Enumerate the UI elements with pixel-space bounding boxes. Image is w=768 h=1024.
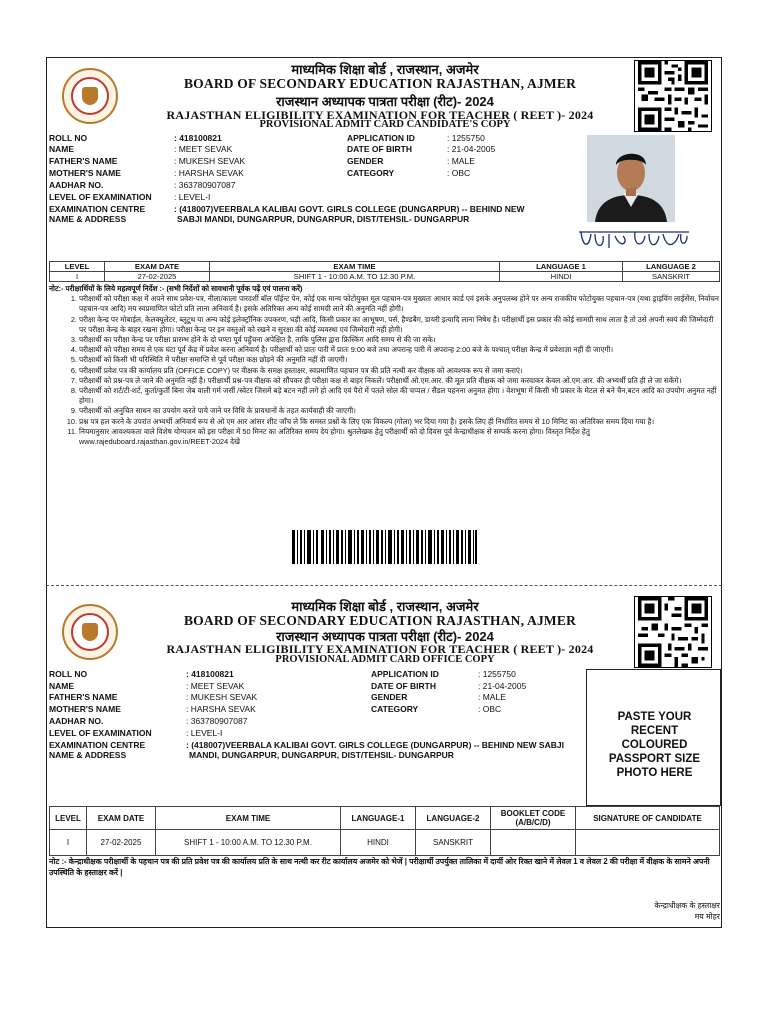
mother-name-value: : HARSHA SEVAK	[174, 168, 244, 178]
cell-exam-time: SHIFT 1 - 10:00 A.M. TO 12.30 P.M.	[156, 830, 341, 856]
name-label: NAME	[49, 681, 75, 691]
list-item: 8. परीक्षार्थी को शर्ट/टी-शर्ट, कुर्ता/कुर्ती बिना जेब वाली गर्म जर्सी /स्वेटर जिसमें बड़े बटन नहीं लगे हो आदि एवं पैरो में पतले सोल की चप्पल / सैंडल पहनना अनुमत होगा । वेशभूषा में किसी भी प्रकार के मेटल से बने चैन,बटन आदि का उपयोग अनुमत नहीं होगा।	[79, 386, 721, 406]
hindi-board-title: माध्यमिक शिक्षा बोर्ड , राजस्थान, अजमेर	[291, 62, 479, 77]
table-row	[50, 830, 720, 856]
col-signature: SIGNATURE OF CANDIDATE	[576, 807, 720, 830]
english-exam-title: RAJASTHAN ELIGIBILITY EXAMINATION FOR TEACHER ( REET )- 2024	[166, 108, 594, 122]
level-label: LEVEL OF EXAMINATION	[49, 192, 152, 202]
gender-value: : MALE	[447, 156, 475, 166]
exam-table	[49, 261, 720, 282]
level-value: : LEVEL-I	[186, 728, 223, 738]
instructions	[49, 284, 721, 447]
centre-value-2: MANDI, DUNGARPUR, DUNGARPUR, DIST/TEHSIL- DUNGARPUR	[189, 750, 454, 760]
col-exam-date: EXAM DATE	[87, 807, 156, 830]
col-exam-time: EXAM TIME	[156, 807, 341, 830]
father-name-label: FATHER'S NAME	[49, 156, 118, 166]
col-exam-date: EXAM DATE	[105, 262, 210, 272]
mother-name-label: MOTHER'S NAME	[49, 168, 121, 178]
dob-label: DATE OF BIRTH	[347, 144, 413, 154]
cell-language-1: HINDI	[341, 830, 416, 856]
level-label: LEVEL OF EXAMINATION	[49, 728, 152, 738]
application-id-value: : 1255750	[478, 669, 516, 679]
photo-placeholder-text: PASTE YOUR RECENT COLOURED PASSPORT SIZE PHOTO HERE	[608, 711, 701, 779]
centre-label-2: NAME & ADDRESS	[49, 750, 127, 760]
board-logo-icon	[62, 604, 118, 660]
cell-signature[interactable]	[576, 830, 720, 856]
col-language-1: LANGUAGE-1	[341, 807, 416, 830]
list-item: 1. परीक्षार्थी को परीक्षा कक्ष में अपने साथ प्रवेश-पत्र, नीला/काला पारदर्शी बॉल पॉईन्ट पेन, कोई एक मान्य फोटोयुक्त मूल पहचान-पत्र मुख्यतः आधार कार्ड एवं इसके अनुपलब्ध होने पर अन्य राजकीय फोटोयुक्त पहचान-पत्र (यथा ड्राइविंग लाईसेंस, निर्वाचन पहचान-पत्र आदि) मय स्वप्रमाणित फोटो प्रति लाना अनिवार्य है। इसके अतिरिक्त अन्य कोई सामग्री लाने की अनुमति नहीं होगी।	[79, 294, 721, 314]
list-item: 6. परीक्षार्थी प्रवेश पत्र की कार्यालय प्रति (OFFICE COPY) पर वीक्षक के समक्ष हस्ताक्षर, स्वप्रमाणित पहचान पत्र की प्रति नत्थी कर वीक्षक को आवश्यक रूप से जमा कराएं।	[79, 366, 721, 376]
col-level: LEVEL	[50, 807, 87, 830]
office-exam-table	[49, 806, 720, 856]
hindi-exam-title: राजस्थान अध्यापक पात्रता परीक्षा (रीट)- 2024	[276, 94, 494, 109]
centre-label-1: EXAMINATION CENTRE	[49, 204, 146, 214]
col-language-2: LANGUAGE-2	[416, 807, 491, 830]
col-level: LEVEL	[50, 262, 105, 272]
barcode-icon	[292, 530, 477, 564]
list-item: 9. परीक्षार्थी को अनुचित साधन का उपयोग करते पाये जाने पर विधि के प्रावधानों के तहत कार्यवाही की जाएगी।	[79, 406, 721, 416]
instructions-list	[49, 294, 721, 447]
dob-label: DATE OF BIRTH	[371, 681, 437, 691]
qr-code-icon	[634, 60, 712, 132]
english-board-title: BOARD OF SECONDARY EDUCATION RAJASTHAN, AJMER	[183, 613, 577, 628]
hindi-board-title: माध्यमिक शिक्षा बोर्ड , राजस्थान, अजमेर	[291, 599, 479, 614]
level-value: : LEVEL-I	[174, 192, 211, 202]
col-language-2: LANGUAGE 2	[623, 262, 720, 272]
signature	[575, 224, 693, 254]
name-value: : MEET SEVAK	[186, 681, 245, 691]
list-item: 7. परीक्षार्थी को प्रश्न-पत्र ले जाने की अनुमति नहीं है। परीक्षार्थी प्रश्न-पत्र वीक्षक को सौंपकर ही परीक्षा कक्ष से बाहर निकलें। परीक्षार्थी ओ.एम.आर. की मूल प्रति वीक्षक को जमा करवाकर केवल ओ.एम.आर. की अभ्यर्थी प्रति ही ले जा सकेंगे।	[79, 376, 721, 386]
aadhar-value: : 363780907087	[174, 180, 236, 190]
dob-value: : 21-04-2005	[447, 144, 496, 154]
category-value: : OBC	[478, 704, 502, 714]
table-row	[50, 272, 720, 282]
col-language-1: LANGUAGE 1	[500, 262, 623, 272]
gender-value: : MALE	[478, 692, 506, 702]
superintendent-sign-label: केन्द्राधीक्षक के हस्ताक्षर	[654, 901, 720, 910]
candidate-photo	[587, 135, 675, 222]
cut-line	[46, 585, 722, 586]
cell-exam-time: SHIFT 1 - 10:00 A.M. TO 12.30 P.M.	[210, 272, 500, 282]
aadhar-label: AADHAR NO.	[49, 716, 104, 726]
cell-exam-date: 27-02-2025	[87, 830, 156, 856]
col-exam-time: EXAM TIME	[210, 262, 500, 272]
application-id-label: APPLICATION ID	[347, 133, 415, 143]
list-item: 3. परीक्षार्थी का परीक्षा केन्द्र पर परीक्षा प्रारम्भ होने के दो घण्टा पूर्व पहुँचना अपेक्षित है, ताकि पुलिस द्वारा फ्रिस्किंग आदि समय से की जा सके।	[79, 335, 721, 345]
english-exam-title: RAJASTHAN ELIGIBILITY EXAMINATION FOR TEACHER ( REET )- 2024	[166, 642, 594, 656]
centre-label-2: NAME & ADDRESS	[49, 214, 127, 224]
father-name-value: : MUKESH SEVAK	[174, 156, 246, 166]
gender-label: GENDER	[371, 692, 408, 702]
hindi-exam-title: राजस्थान अध्यापक पात्रता परीक्षा (रीट)- 2024	[276, 629, 494, 644]
instructions-heading: नोट:- परीक्षार्थियों के लिये महत्वपूर्ण निर्देश :- (सभी निर्देशों को सावधानी पूर्वक पढ़ें एवं पालना करें)	[49, 284, 303, 293]
cell-exam-date: 27-02-2025	[105, 272, 210, 282]
dob-value: : 21-04-2005	[478, 681, 527, 691]
category-value: : OBC	[447, 168, 471, 178]
office-table-header-row	[50, 807, 720, 830]
gender-label: GENDER	[347, 156, 384, 166]
cell-language-1: HINDI	[500, 272, 623, 282]
photo-placeholder-box	[586, 669, 721, 806]
qr-code-icon	[634, 596, 712, 668]
name-label: NAME	[49, 144, 75, 154]
cell-language-2: SANSKRIT	[623, 272, 720, 282]
exam-table-header-row	[50, 262, 720, 272]
roll-no-label: ROLL NO	[49, 133, 88, 143]
centre-value-1: : (418007)VEERBALA KALIBAI GOVT. GIRLS COLLEGE (DUNGARPUR) -- BEHIND NEW SABJI	[186, 740, 564, 750]
category-label: CATEGORY	[371, 704, 419, 714]
office-note: नोट :- केन्द्राधीक्षक परीक्षार्थी के पहचान पत्र की प्रति प्रवेश पत्र की कार्यालय प्रति के साथ नत्थी कर रीट कार्यालय अजमेर को भेजें | परीक्षार्थी उपर्युक्त तालिका में दायीं ओर रिक्त खाने में लेवल 1 व लेवल 2 की परीक्षा में वीक्षक के सामने अपनी उपस्थिति के हस्ताक्षर करें |	[49, 857, 710, 877]
col-booklet-code: BOOKLET CODE (A/B/C/D)	[491, 807, 576, 830]
aadhar-value: : 363780907087	[186, 716, 248, 726]
copy-title: PROVISIONAL ADMIT CARD OFFICE COPY	[275, 654, 495, 665]
centre-label-1: EXAMINATION CENTRE	[49, 740, 146, 750]
father-name-label: FATHER'S NAME	[49, 692, 118, 702]
cell-language-2: SANSKRIT	[416, 830, 491, 856]
centre-value-1: : (418007)VEERBALA KALIBAI GOVT. GIRLS COLLEGE (DUNGARPUR) -- BEHIND NEW	[174, 204, 525, 214]
mother-name-value: : HARSHA SEVAK	[186, 704, 256, 714]
roll-no-label: ROLL NO	[49, 669, 88, 679]
english-board-title: BOARD OF SECONDARY EDUCATION RAJASTHAN, AJMER	[183, 76, 577, 91]
list-item: 5. परीक्षार्थी को किसी भी परिस्थिति में परीक्षा समाप्ति से पूर्व परीक्षा कक्ष छोड़ने की अनुमति नहीं दी जाएगी।	[79, 355, 721, 365]
category-label: CATEGORY	[347, 168, 395, 178]
centre-value-2: SABJI MANDI, DUNGARPUR, DUNGARPUR, DIST/TEHSIL- DUNGARPUR	[177, 214, 470, 224]
seal-label: मय मोहर	[694, 912, 720, 921]
superintendent-sign-block	[560, 900, 720, 922]
list-item: 2. परीक्षा केन्द्र पर मोबाईल, केलक्यूलेटर, ब्लूटूथ या अन्य कोई इलेक्ट्रॉनिक उपकरण, घड़ी आदि, किसी प्रकार का आभूषण, पर्स, हैण्डबैग, डायरी इत्यादि लाना निषेध है। परीक्षार्थी इस प्रकार की कोई सामग्री साथ लाता है तो उसे अपनी स्वयं की जिम्मेदारी पर परीक्षा केन्द्र के बाहर रखना होगा। परीक्षा केन्द्र पर इन वस्तुओं को रखने व सुरक्षा की कोई व्यवस्था एवं जिम्मेदारी नहीं होगी।	[79, 315, 721, 335]
board-logo-icon	[62, 68, 118, 124]
aadhar-label: AADHAR NO.	[49, 180, 104, 190]
list-item: 4. परीक्षार्थी को परीक्षा समय से एक घंटा पूर्व केंद्र में प्रवेश करना अनिवार्य है। परीक्षार्थी को प्रातः पारी में प्रातः 9:00 बजे तथा अपरान्ह पारी में अपरान्ह 2:00 बजे के पश्चात् परीक्षा केन्द्र में प्रवेशाज्ञा नहीं दी जाएगी।	[79, 345, 721, 355]
name-value: : MEET SEVAK	[174, 144, 233, 154]
list-item: 10. प्रश्न पत्र हल करने के उपरांत अभ्यर्थी अनिवार्य रूप से ओ एम आर आंसर शीट जाँच ले कि समस्त प्रश्नों के लिए एक विकल्प (गोला) भर दिया गया है। इसके लिए ही निर्धारित समय से 10 मिनिट का अतिरिक्त समय दिया गया है।	[79, 417, 721, 427]
cell-level: I	[50, 272, 105, 282]
application-id-value: : 1255750	[447, 133, 485, 143]
mother-name-label: MOTHER'S NAME	[49, 704, 121, 714]
copy-title: PROVISIONAL ADMIT CARD CANDIDATE'S COPY	[259, 119, 511, 130]
roll-no-value: : 418100821	[186, 669, 234, 679]
cell-booklet-code[interactable]	[491, 830, 576, 856]
cell-level: I	[50, 830, 87, 856]
list-item: 11. नियमानुसार आवश्यकता वाले विशेष योग्यजन को इस परीक्षा में 50 मिनट का अतिरिक्त समय देय होगा। श्रुतलेखक हेतु परीक्षार्थी को दो दिवस पूर्व केन्द्राधीक्षक से सम्पर्क करना होगा। विस्तृत निर्देश हेतु www.rajeduboard.rajasthan.gov.in/REET-2024 देखे	[79, 427, 721, 447]
application-id-label: APPLICATION ID	[371, 669, 439, 679]
roll-no-value: : 418100821	[174, 133, 222, 143]
father-name-value: : MUKESH SEVAK	[186, 692, 258, 702]
